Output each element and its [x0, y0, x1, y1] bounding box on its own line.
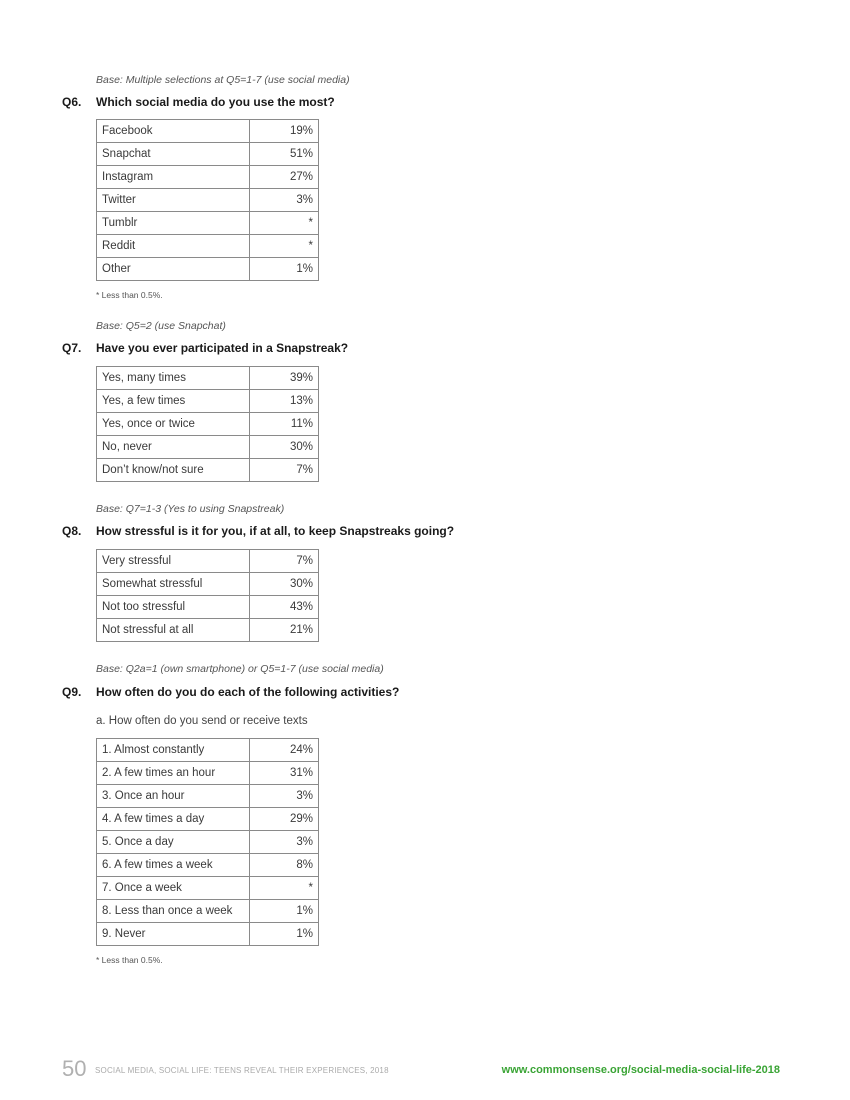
row-label: Yes, once or twice	[97, 413, 250, 436]
q6-question	[62, 95, 335, 109]
row-label: Not stressful at all	[97, 619, 250, 642]
q9-base: Base: Q2a=1 (own smartphone) or Q5=1-7 (use social media)	[96, 663, 384, 675]
footer-title: SOCIAL MEDIA, SOCIAL LIFE: TEENS REVEAL THEIR EXPERIENCES, 2018	[95, 1066, 389, 1075]
row-value: 30%	[250, 573, 319, 596]
table-row	[97, 459, 319, 482]
q9-text: How often do you do each of the following activities?	[96, 685, 400, 699]
footer-url-link[interactable]: www.commonsense.org/social-media-social-life-2018	[501, 1064, 780, 1076]
table-row	[97, 573, 319, 596]
row-value: *	[250, 235, 319, 258]
table-row	[97, 900, 319, 923]
row-label: Reddit	[97, 235, 250, 258]
table-row	[97, 258, 319, 281]
table-row	[97, 212, 319, 235]
row-label: No, never	[97, 436, 250, 459]
row-value: 24%	[250, 739, 319, 762]
table-row	[97, 739, 319, 762]
q8-table	[96, 549, 319, 642]
table-row	[97, 831, 319, 854]
q6-base: Base: Multiple selections at Q5=1-7 (use social media)	[96, 74, 350, 86]
row-label: Not too stressful	[97, 596, 250, 619]
row-label: 9. Never	[97, 923, 250, 946]
row-label: Somewhat stressful	[97, 573, 250, 596]
row-label: 8. Less than once a week	[97, 900, 250, 923]
row-value: 39%	[250, 367, 319, 390]
row-label: Yes, many times	[97, 367, 250, 390]
q8-number: Q8.	[62, 524, 82, 538]
table-row	[97, 143, 319, 166]
row-value: 21%	[250, 619, 319, 642]
table-row	[97, 877, 319, 900]
table-row	[97, 436, 319, 459]
row-value: 7%	[250, 550, 319, 573]
row-label: 4. A few times a day	[97, 808, 250, 831]
row-value: 3%	[250, 831, 319, 854]
q7-text: Have you ever participated in a Snapstreak?	[96, 341, 349, 355]
row-value: 31%	[250, 762, 319, 785]
row-label: Tumblr	[97, 212, 250, 235]
table-row	[97, 619, 319, 642]
row-label: Facebook	[97, 120, 250, 143]
table-row	[97, 189, 319, 212]
table-row	[97, 390, 319, 413]
row-label: Don’t know/not sure	[97, 459, 250, 482]
q8-question	[62, 524, 454, 538]
row-value: 1%	[250, 900, 319, 923]
table-row	[97, 762, 319, 785]
table-row	[97, 413, 319, 436]
row-label: 1. Almost constantly	[97, 739, 250, 762]
table-row	[97, 120, 319, 143]
row-label: Twitter	[97, 189, 250, 212]
table-row	[97, 166, 319, 189]
row-value: 11%	[250, 413, 319, 436]
q7-question	[62, 341, 348, 355]
q6-table	[96, 119, 319, 281]
q8-text: How stressful is it for you, if at all, to keep Snapstreaks going?	[96, 524, 455, 538]
row-label: Very stressful	[97, 550, 250, 573]
table-row	[97, 808, 319, 831]
row-value: 19%	[250, 120, 319, 143]
row-value: 51%	[250, 143, 319, 166]
q9-table	[96, 738, 319, 946]
row-label: 7. Once a week	[97, 877, 250, 900]
page-number: 50	[62, 1056, 87, 1081]
q6-number: Q6.	[62, 95, 82, 109]
q7-number: Q7.	[62, 341, 82, 355]
row-value: 8%	[250, 854, 319, 877]
q7-table	[96, 366, 319, 482]
table-row	[97, 550, 319, 573]
row-value: 3%	[250, 785, 319, 808]
table-row	[97, 923, 319, 946]
q9-note: * Less than 0.5%.	[96, 955, 163, 965]
q6-text: Which social media do you use the most?	[96, 95, 335, 109]
row-value: *	[250, 877, 319, 900]
table-row	[97, 367, 319, 390]
table-row	[97, 785, 319, 808]
row-value: 30%	[250, 436, 319, 459]
row-value: 13%	[250, 390, 319, 413]
row-value: 29%	[250, 808, 319, 831]
row-value: 27%	[250, 166, 319, 189]
row-value: 1%	[250, 258, 319, 281]
row-value: 1%	[250, 923, 319, 946]
row-value: *	[250, 212, 319, 235]
table-row	[97, 596, 319, 619]
q6-note: * Less than 0.5%.	[96, 290, 163, 300]
row-label: 3. Once an hour	[97, 785, 250, 808]
table-row	[97, 854, 319, 877]
row-value: 7%	[250, 459, 319, 482]
row-value: 43%	[250, 596, 319, 619]
table-row	[97, 235, 319, 258]
q9-question	[62, 685, 399, 699]
row-label: 5. Once a day	[97, 831, 250, 854]
row-label: 6. A few times a week	[97, 854, 250, 877]
q7-base: Base: Q5=2 (use Snapchat)	[96, 320, 226, 332]
row-value: 3%	[250, 189, 319, 212]
row-label: Yes, a few times	[97, 390, 250, 413]
row-label: Other	[97, 258, 250, 281]
row-label: 2. A few times an hour	[97, 762, 250, 785]
q9-number: Q9.	[62, 685, 82, 699]
q9-subquestion: a. How often do you send or receive texts	[96, 715, 308, 727]
row-label: Instagram	[97, 166, 250, 189]
row-label: Snapchat	[97, 143, 250, 166]
q8-base: Base: Q7=1-3 (Yes to using Snapstreak)	[96, 503, 285, 515]
